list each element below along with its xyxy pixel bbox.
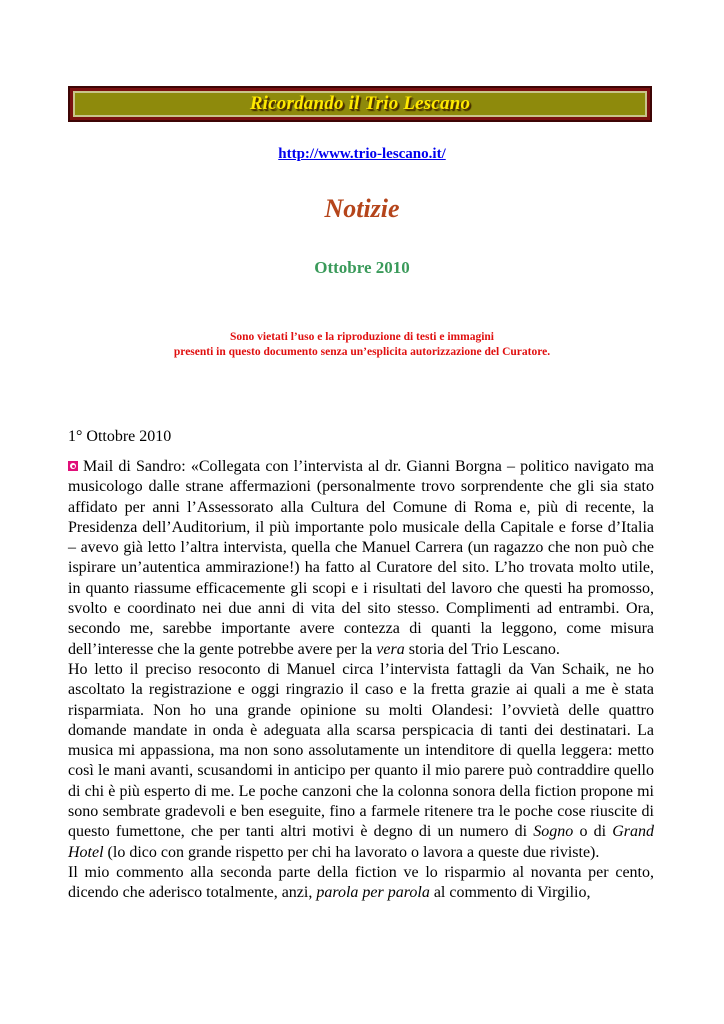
paragraph-2-emphasis-2: Grand Hotel	[68, 823, 654, 861]
square-circle-bullet-icon	[68, 461, 78, 471]
copyright-notice-line-1: Sono vietati l’uso e la riproduzione di testi e immagini	[230, 331, 494, 343]
paragraph-2-text-b: (lo dico con grande rispetto per chi ha lavorato o lavora a queste due riviste).	[103, 843, 600, 861]
paragraph-1-text-a: Mail di Sandro: «Collegata con l’intervista al dr. Gianni Borgna – politico navigato ma musicologo dalle strane affermazioni (personalmente trovo sorprendente che gli sia stato affidato per anni l’Assessorato alla Cultura del Comune di Roma e, più di recente, la Presidenza dell’Auditorium, il più importante polo musicale della Capitale e forse d’Italia – avevo già letto l’altra intervista, quella che Manuel Carrera (un ragazzo che non può che ispirare un’autentica ammirazione!) ha fatto al Curatore del sito. L’ho trovata molto utile, in quanto riassume efficacemente gli scopi e i risultati del lavoro che questi ha promosso, svolto e coordinato nei due anni di vita del sito stesso. Complimenti ad entrambi. Ora, secondo me, sarebbe importante avere contezza di quanti la leggono, come misura dell’interesse che la gente potrebbe avere per la	[68, 458, 654, 658]
header-banner	[68, 86, 652, 122]
copyright-notice	[0, 330, 724, 360]
paragraph-2-text-a: Ho letto il preciso resoconto di Manuel circa l’intervista fattagli da Van Schaik, ne ho ascoltato la registrazione e oggi ringrazio il caso e la fretta grazie ai quali a me è stata risparmiata. Non ho una grande opinione su molti Olandesi: l’ovvietà delle quattro domande mandate in onda è adeguata alla scarsa perspicacia di tanti dei destinatari. La musica mi appassiona, ma non sono assolutamente un intenditore di quella leggera: metto così le mani avanti, scusandomi in anticipo per quanto il mio parere può contraddire quello di chi è più esperto di me. Le poche canzoni che la colonna sonora della fiction propone mi sono sembrate gradevoli e ben eseguite, fino a farmele ritenere tra le poche cose riuscite di questo fumettone, che per tanti altri motivi è degno di un numero di	[68, 660, 654, 841]
paragraph-3-emphasis: parola per parola	[316, 884, 430, 902]
paragraph-1	[68, 457, 654, 660]
paragraph-2-emphasis-1: Sogno	[533, 823, 574, 841]
entry-date: 1° Ottobre 2010	[68, 428, 172, 445]
paragraph-1-text-b: storia del Trio Lescano.	[404, 640, 560, 658]
header-banner-inner	[73, 91, 647, 117]
paragraph-3-text-b: al commento di Virgilio,	[429, 884, 591, 902]
copyright-notice-line-2: presenti in questo documento senza un’esplicita autorizzazione del Curatore.	[173, 346, 551, 358]
paragraph-3	[68, 863, 654, 904]
paragraph-2	[68, 660, 654, 863]
paragraph-2-text-mid: o di	[573, 823, 613, 841]
entry-body	[68, 457, 654, 904]
page-title: Notizie	[324, 194, 400, 223]
site-link[interactable]: http://www.trio-lescano.it/	[278, 146, 446, 162]
paragraph-3-text-a: Il mio commento alla seconda parte della fiction ve lo risparmio al novanta per cento, dicendo che aderisco totalmente, anzi,	[68, 863, 654, 902]
banner-title: Ricordando il Trio Lescano	[249, 93, 471, 114]
paragraph-1-emphasis: vera	[376, 640, 405, 658]
page-subtitle: Ottobre 2010	[314, 258, 410, 277]
